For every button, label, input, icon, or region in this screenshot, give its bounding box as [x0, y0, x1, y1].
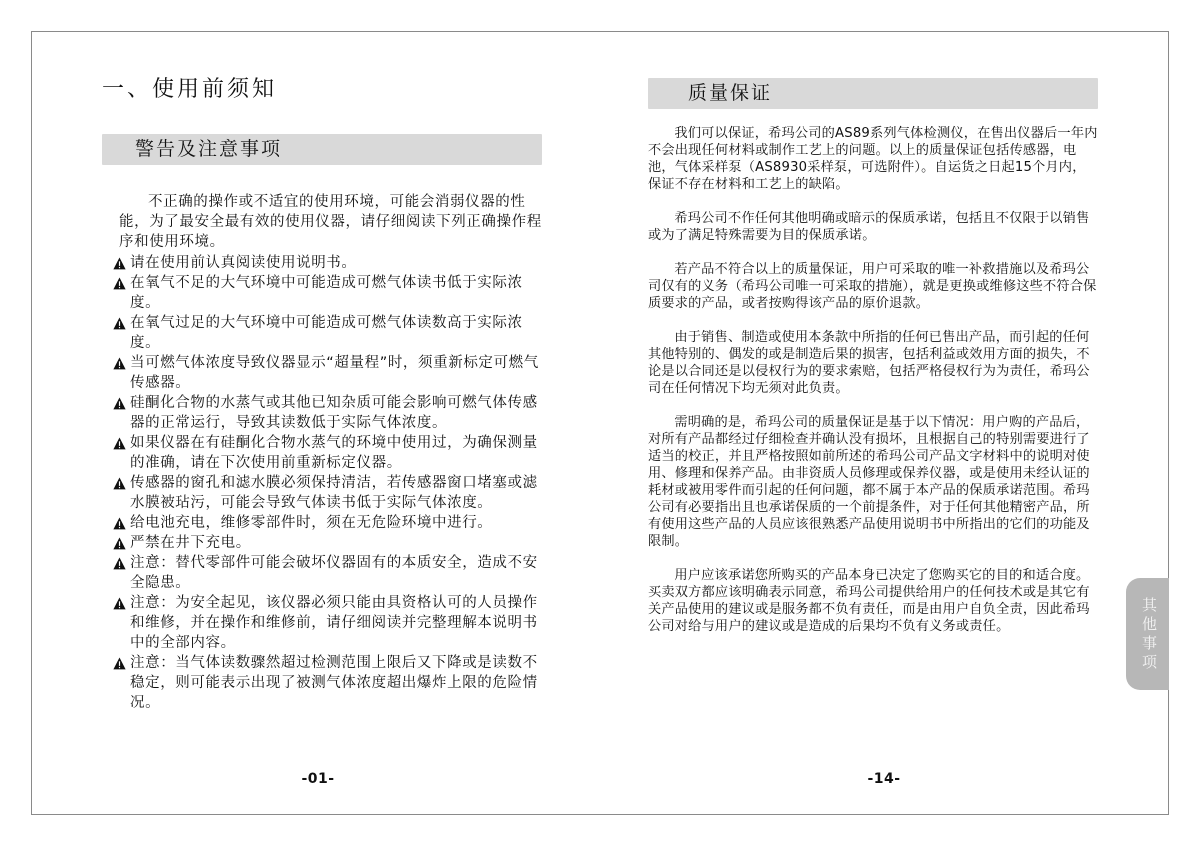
right-page	[648, 78, 1098, 635]
warning-text: 给电池充电，维修零部件时，须在无危险环境中进行。	[130, 515, 493, 531]
warning-triangle-icon	[113, 537, 126, 550]
side-tab-char: 他	[1141, 615, 1157, 633]
side-tab-char: 事	[1141, 634, 1157, 652]
page-number-left: -01-	[301, 771, 335, 787]
warning-triangle-icon	[113, 477, 126, 490]
warranty-paragraph: 需明确的是，希玛公司的质量保证是基于以下情况：用户购的产品后，对所有产品都经过仔细检查并确认没有损坏，且根据自己的特别需要进行了适当的校正，并且严格按照如前所述的希玛公司产品文字材料中的说明对使用、修理和保养产品。由非资质人员修理或保养仪器，或是使用未经认证的耗材或被用零件而引起的任何问题，都不属于本产品的保质承诺范围。希玛公司有必要指出且也承诺保质的一个前提条件，对于任何其他精密产品，所有使用这些产品的人员应该很熟悉产品使用说明书中所指出的它们的功能及限制。	[648, 415, 1090, 549]
warning-list	[102, 253, 542, 713]
warning-text: 当可燃气体浓度导致仪器显示“超量程”时，须重新标定可燃气传感器。	[130, 355, 539, 391]
warning-item	[102, 313, 542, 353]
warranty-paragraph: 我们可以保证，希玛公司的AS89系列气体检测仪，在售出仪器后一年内不会出现任何材料或制作工艺上的问题。以上的质量保证包括传感器，电池，气体采样泵（AS8930采样泵，可选附件）。自运货之日起15个月内，保证不存在材料和工艺上的缺陷。	[648, 126, 1098, 192]
warranty-paragraph: 希玛公司不作任何其他明确或暗示的保质承诺，包括且不仅限于以销售或为了满足特殊需要为目的保质承诺。	[648, 211, 1090, 243]
section-header-warranty: 质量保证	[648, 78, 1098, 109]
warning-triangle-icon	[113, 657, 126, 670]
warning-item	[102, 513, 542, 533]
warning-triangle-icon	[113, 397, 126, 410]
warnings-intro: 不正确的操作或不适宜的使用环境，可能会消弱仪器的性能，为了最安全最有效的使用仪器，请仔细阅读下列正确操作程序和使用环境。	[119, 194, 542, 250]
warranty-paragraph: 由于销售、制造或使用本条款中所指的任何已售出产品，而引起的任何其他特别的、偶发的或是制造后果的损害，包括利益或效用方面的损失，不论是以合同还是以侵权行为的要求索赔，包括严格侵权行为为责任，希玛公司在任何情况下均无须对此负责。	[648, 330, 1090, 396]
warning-triangle-icon	[113, 317, 126, 330]
page-number-right: -14-	[867, 771, 901, 787]
side-tab-char: 其	[1141, 596, 1157, 614]
side-tab-other-matters[interactable]	[1126, 578, 1169, 690]
warranty-body	[648, 125, 1098, 635]
section-header-warnings: 警告及注意事项	[102, 134, 542, 165]
warning-text: 在氧气不足的大气环境中可能造成可燃气体读书低于实际浓度。	[130, 275, 523, 311]
warning-triangle-icon	[113, 437, 126, 450]
warning-text: 在氧气过足的大气环境中可能造成可燃气体读数高于实际浓度。	[130, 315, 523, 351]
warning-item	[102, 473, 542, 513]
warning-text: 硅酮化合物的水蒸气或其他已知杂质可能会影响可燃气体传感器的正常运行，导致其读数低于实际气体浓度。	[130, 395, 538, 431]
warning-item	[102, 593, 542, 653]
warning-item	[102, 273, 542, 313]
warranty-paragraph: 若产品不符合以上的质量保证，用户可采取的唯一补救措施以及希玛公司仅有的义务（希玛公司唯一可采取的措施），就是更换或维修这些不符合保质要求的产品，或者按购得该产品的原价退款。	[648, 262, 1097, 311]
warning-text: 注意：替代零部件可能会破坏仪器固有的本质安全，造成不安全隐患。	[130, 555, 538, 591]
side-tab-char: 项	[1141, 653, 1157, 671]
chapter-title: 一、使用前须知	[102, 77, 278, 102]
warning-item	[102, 253, 542, 273]
warning-item	[102, 533, 542, 553]
warning-triangle-icon	[113, 257, 126, 270]
warning-triangle-icon	[113, 557, 126, 570]
warning-item	[102, 353, 542, 393]
warning-text: 如果仪器在有硅酮化合物水蒸气的环境中使用过，为确保测量的准确，请在下次使用前重新标定仪器。	[130, 435, 538, 471]
warning-item	[102, 433, 542, 473]
warning-item	[102, 653, 542, 713]
warranty-paragraph: 用户应该承诺您所购买的产品本身已决定了您购买它的目的和适合度。买卖双方都应该明确表示同意，希玛公司提供给用户的任何技术或是其它有关产品使用的建议或是服务都不负有责任，而是由用户自负全责，因此希玛公司对给与用户的建议或是造成的后果均不负有义务或责任。	[648, 568, 1090, 634]
warning-triangle-icon	[113, 277, 126, 290]
warning-text: 注意：为安全起见，该仪器必须只能由具资格认可的人员操作和维修，并在操作和维修前，请仔细阅读并完整理解本说明书中的全部内容。	[130, 595, 538, 651]
warning-triangle-icon	[113, 597, 126, 610]
warning-text: 严禁在井下充电。	[130, 535, 251, 551]
warning-triangle-icon	[113, 517, 126, 530]
warning-triangle-icon	[113, 357, 126, 370]
warning-item	[102, 393, 542, 433]
warning-text: 请在使用前认真阅读使用说明书。	[130, 255, 357, 271]
warning-text: 注意：当气体读数骤然超过检测范围上限后又下降或是读数不稳定，则可能表示出现了被测气体浓度超出爆炸上限的危险情况。	[130, 655, 538, 711]
left-page	[102, 70, 548, 713]
warning-item	[102, 553, 542, 593]
warning-text: 传感器的窗孔和滤水膜必须保持清洁，若传感器窗口堵塞或滤水膜被玷污，可能会导致气体读书低于实际气体浓度。	[130, 475, 538, 511]
